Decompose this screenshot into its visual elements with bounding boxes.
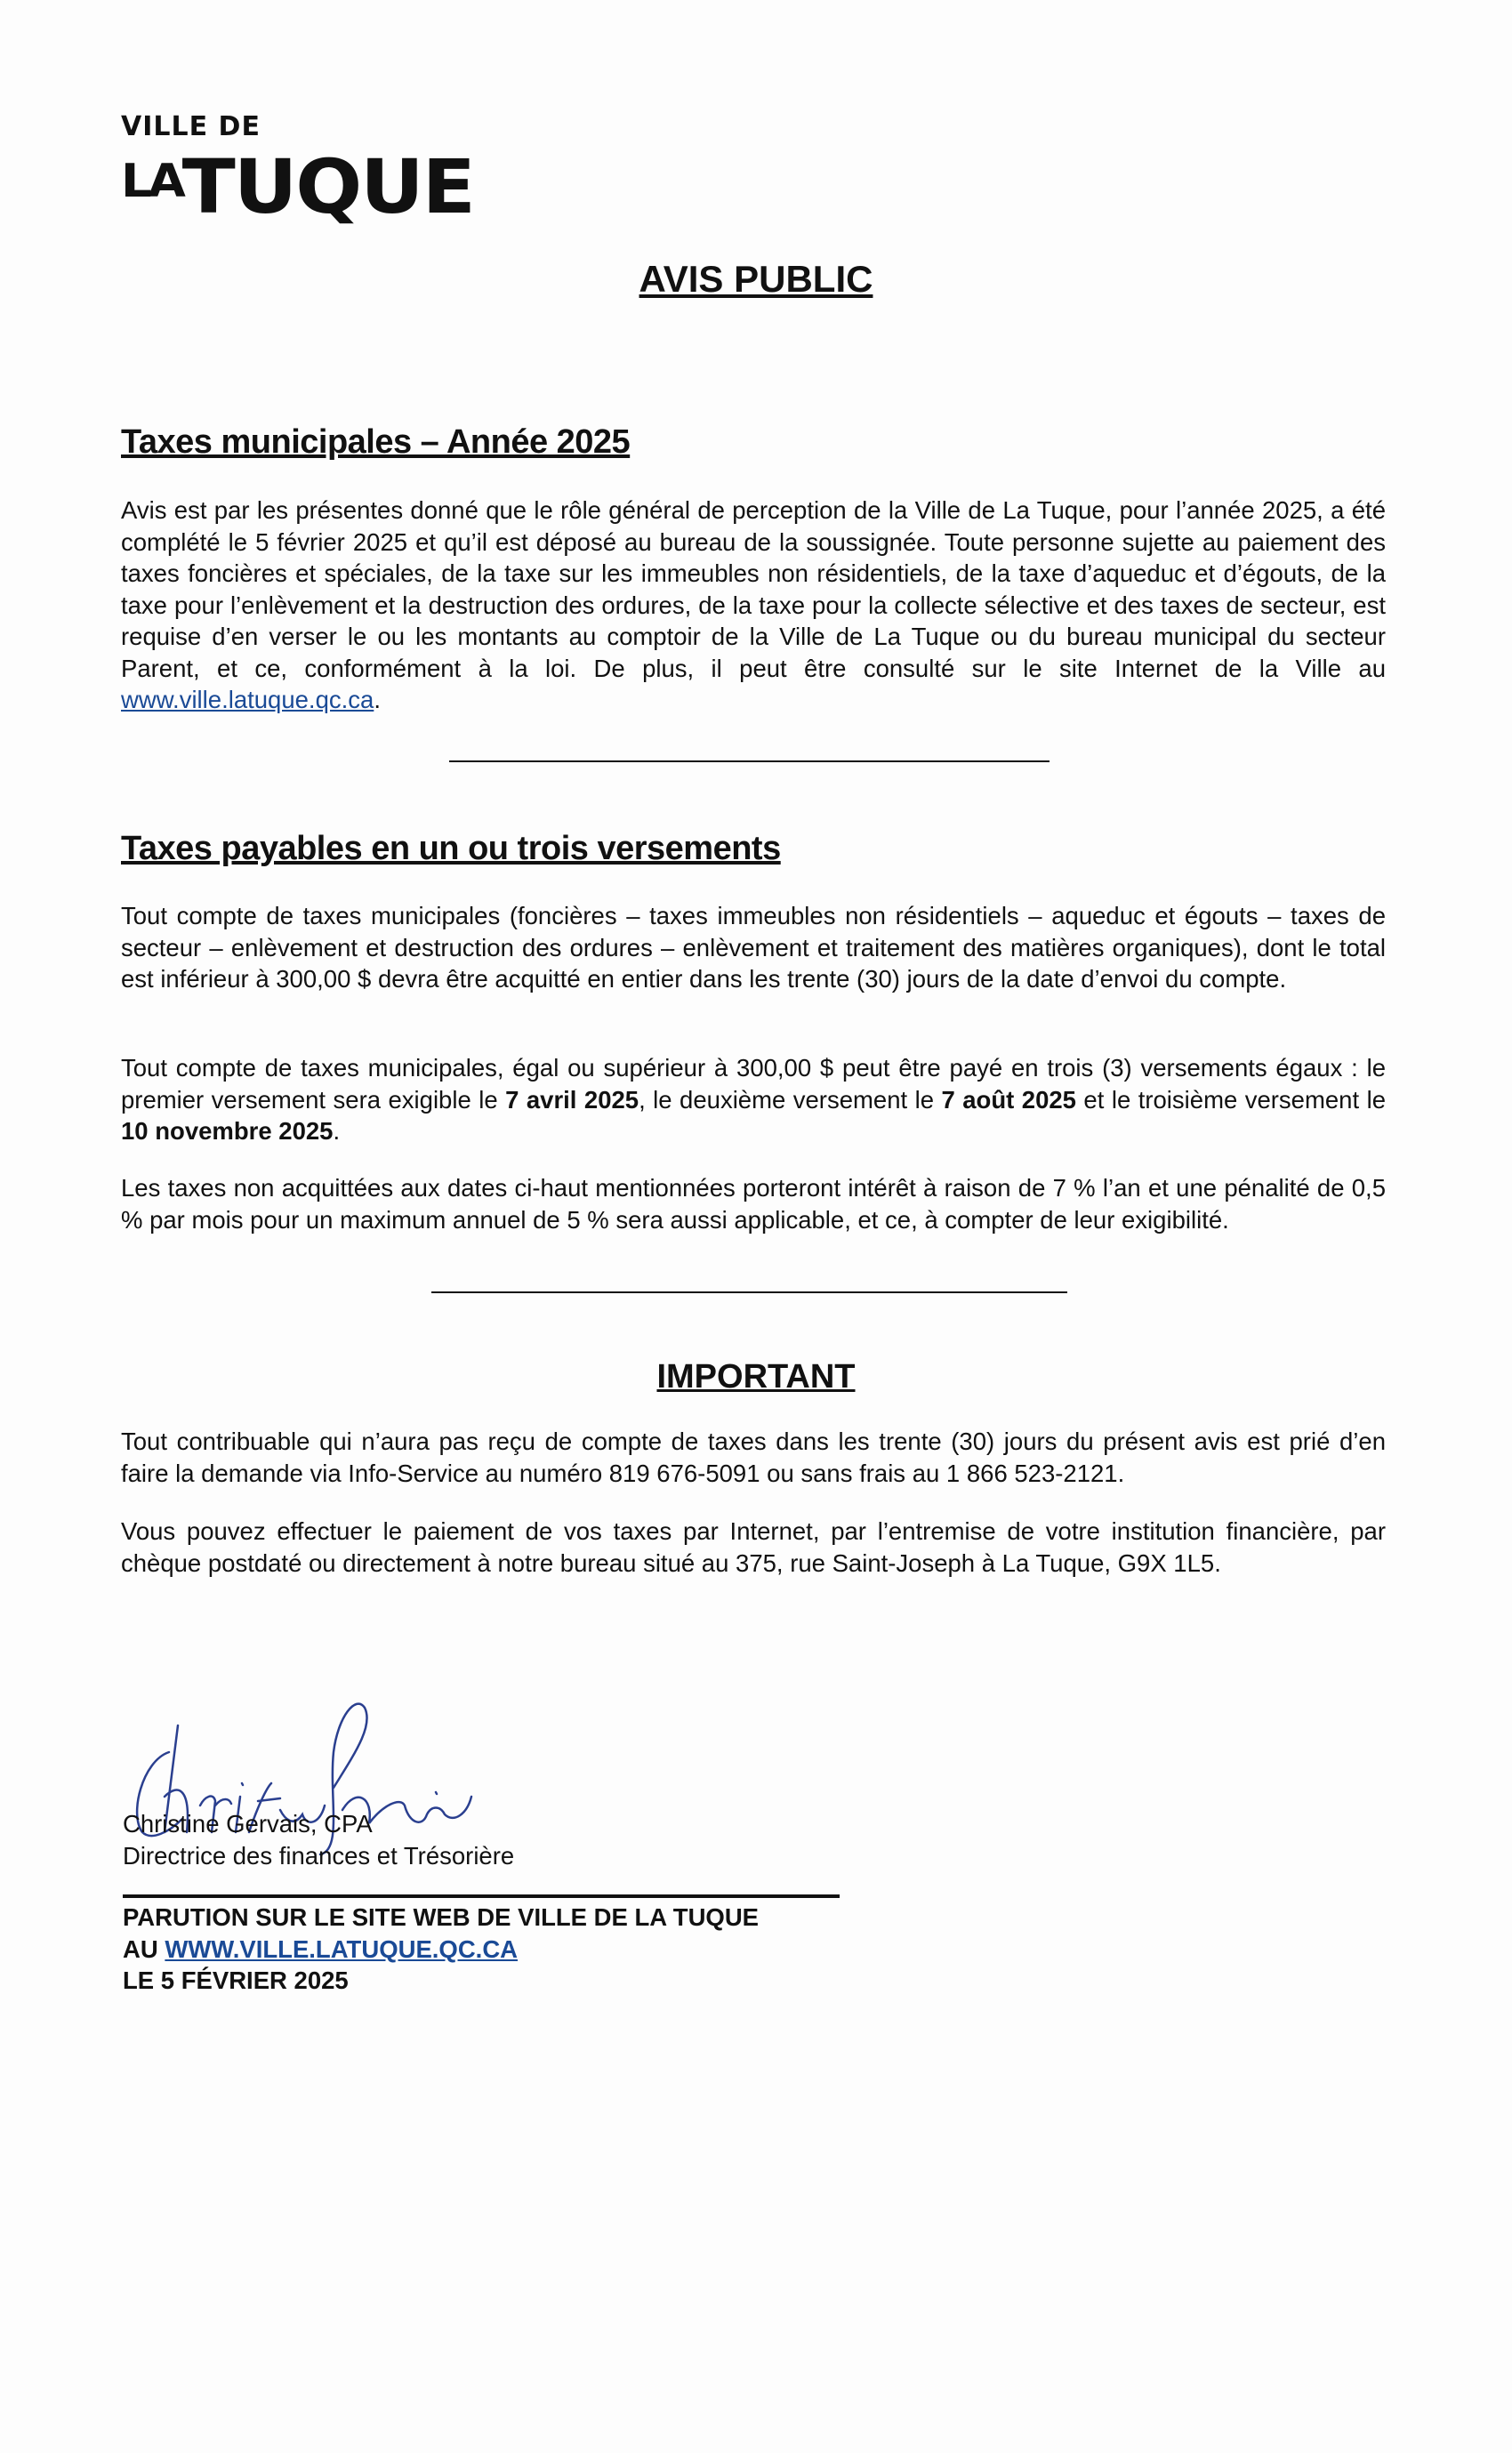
publication-website-link[interactable]: WWW.VILLE.LATUQUE.QC.CA [165, 1934, 519, 1963]
due-date-1: 7 avril 2025 [505, 1085, 639, 1114]
section-heading-important: IMPORTANT [656, 1358, 856, 1395]
divider [431, 1291, 1067, 1293]
city-website-link[interactable]: www.ville.latuque.qc.ca [121, 686, 374, 713]
signatory-name: Christine Gervais, CPA [123, 1810, 373, 1838]
publication-date: LE 5 FÉVRIER 2025 [123, 1966, 349, 1994]
due-date-2: 7 août 2025 [941, 1085, 1076, 1114]
page-title: AVIS PUBLIC [639, 258, 873, 300]
divider [449, 760, 1050, 762]
due-date-3: 10 novembre 2025 [121, 1117, 334, 1145]
section2-paragraph-1: Tout compte de taxes municipales (foncières – taxes immeubles non résidentiels – aqueduc et égouts – taxes de secteur – enlèvement et destruction des ordures – enlèvement et traitement des matières organiques), dont le total est inférieur à 300,00 $ devra être acquitté en entier dans les trente (30) jours de la date d’envoi du compte. [121, 902, 1386, 993]
section2-paragraph-3: Les taxes non acquittées aux dates ci-haut mentionnées porteront intérêt à raison de 7 % l’an et une pénalité de 0,5 % par mois pour un maximum annuel de 5 % sera aussi applicable, et ce, à compter de leur exigibilité. [121, 1174, 1386, 1234]
city-logo [121, 111, 474, 230]
logo-line-ville-de: VILLE DE [121, 111, 261, 142]
section2-paragraph-2: Tout compte de taxes municipales, égal ou supérieur à 300,00 $ peut être payé en trois (3) versements égaux : le premier versement sera exigible le 7 avril 2025, le deuxième versement le 7 août 2025 et le troisième versement le 10 novembre 2025. [121, 1054, 1386, 1145]
publication-notice [123, 1894, 840, 1997]
section3-paragraph-2: Vous pouvez effectuer le paiement de vos taxes par Internet, par l’entremise de votre institution financière, par chèque postdaté ou directement à notre bureau situé au 375, rue Saint-Joseph à La Tuque, G9X 1L5. [121, 1517, 1386, 1577]
publication-line-2: AU WWW.VILLE.LATUQUE.QC.CA [123, 1934, 519, 1963]
signatory [123, 1808, 514, 1871]
signatory-role: Directrice des finances et Trésorière [123, 1841, 515, 1870]
section3-paragraph-1: Tout contribuable qui n’aura pas reçu de compte de taxes dans les trente (30) jours du présent avis est prié d’en faire la demande via Info-Service au numéro 819 676-5091 ou sans frais au 1 866 523-2121. [121, 1428, 1386, 1487]
publication-line-1: PARUTION SUR LE SITE WEB DE VILLE DE LA TUQUE [123, 1903, 760, 1931]
section-heading-taxes-municipales: Taxes municipales – Année 2025 [121, 423, 631, 461]
logo-line-latuque: $^{LA}$TUQUE [121, 143, 474, 230]
section-heading-versements: Taxes payables en un ou trois versements [121, 830, 781, 867]
section1-paragraph: Avis est par les présentes donné que le rôle général de perception de la Ville de La Tuque, pour l’année 2025, a été complété le 5 février 2025 et qu’il est déposé au bureau de la soussignée. Toute personne sujette au paiement des taxes foncières et spéciales, de la taxe sur les immeubles non résidentiels, de la taxe d’aqueduc et d’égouts, de la taxe pour l’enlèvement et la destruction des ordures, de la taxe pour la collecte sélective et des taxes de secteur, est requise d’en verser le ou les montants au comptoir de la Ville de La Tuque ou du bureau municipal du secteur Parent, et ce, conformément à la loi. De plus, il peut être consulté sur le site Internet de la Ville au www.ville.latuque.qc.ca. [121, 496, 1386, 713]
